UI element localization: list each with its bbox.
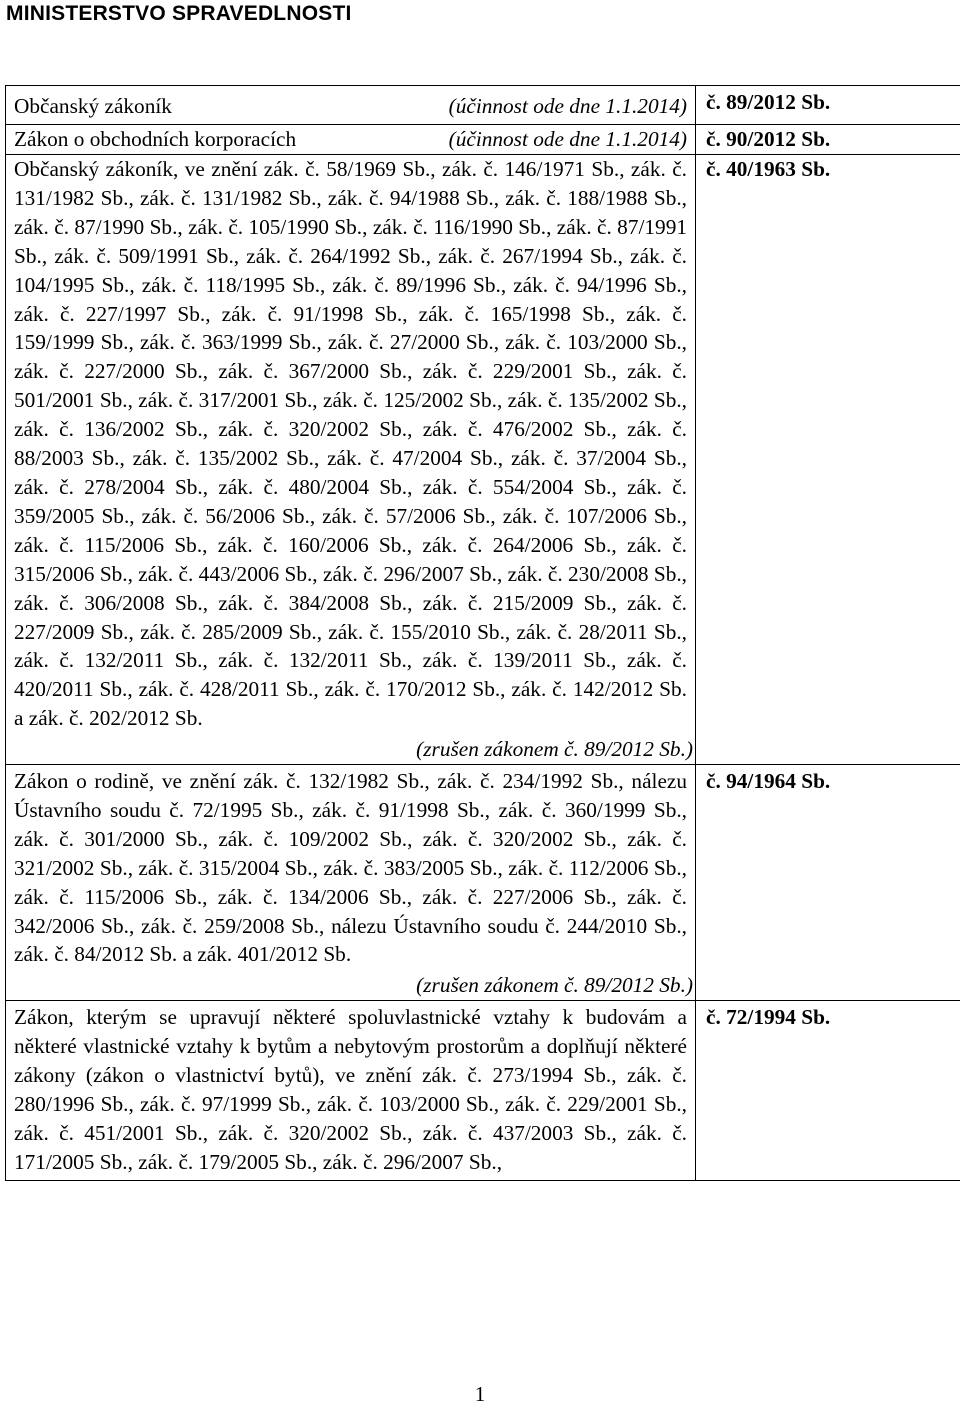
table-row <box>6 155 960 765</box>
law-title: Občanský zákoník <box>14 94 172 118</box>
law-reference: č. 90/2012 Sb. <box>706 127 831 151</box>
effective-date: (účinnost ode dne 1.1.2014) <box>448 127 687 151</box>
law-description-cell <box>6 125 696 155</box>
table-row <box>6 765 960 1001</box>
law-text: Zákon o rodině, ve znění zák. č. 132/1982 Sb., zák. č. 234/1992 Sb., nálezu Ústavního soudu č. 72/1995 Sb., zák. č. 91/1998 Sb., zák. č. 360/1999 Sb., zák. č. 301/2000 Sb., zák. č. 109/2002 Sb., zák. č. 320/2002 Sb., zák. č. 321/2002 Sb., zák. č. 315/2004 Sb., zák. č. 383/2005 Sb., zák. č. 112/2006 Sb., zák. č. 115/2006 Sb., zák. č. 134/2006 Sb., zák. č. 227/2006 Sb., zák. č. 342/2006 Sb., zák. č. 259/2008 Sb., nálezu Ústavního soudu č. 244/2010 Sb., zák. č. 84/2012 Sb. a zák. 401/2012 Sb. <box>14 769 687 967</box>
law-reference: č. 72/1994 Sb. <box>706 1005 831 1030</box>
law-text: Zákon, kterým se upravují některé spoluvlastnické vztahy k budovám a některé vlastnické vztahy k bytům a nebytovým prostorům a doplňují některé zákony (zákon o vlastnictví bytů), ve znění zák. č. 273/1994 Sb., zák. č. 280/1996 Sb., zák. č. 97/1999 Sb., zák. č. 103/2000 Sb., zák. č. 229/2001 Sb., zák. č. 451/2001 Sb., zák. č. 320/2002 Sb., zák. č. 437/2003 Sb., zák. č. 171/2005 Sb., zák. č. 179/2005 Sb., zák. č. 296/2007 Sb., <box>14 1005 687 1174</box>
law-description-cell <box>6 155 696 765</box>
effective-date: (účinnost ode dne 1.1.2014) <box>448 94 687 118</box>
table-row <box>6 125 960 155</box>
page-number: 1 <box>474 1382 486 1406</box>
repeal-note: (zrušen zákonem č. 89/2012 Sb.) <box>416 737 693 762</box>
law-reference: č. 94/1964 Sb. <box>706 769 831 794</box>
law-reference-cell <box>696 155 960 765</box>
law-text: Občanský zákoník, ve znění zák. č. 58/1969 Sb., zák. č. 146/1971 Sb., zák. č. 131/1982 Sb., zák. č. 131/1982 Sb., zák. č. 94/1988 Sb., zák. č. 188/1988 Sb., zák. č. 87/1990 Sb., zák. č. 105/1990 Sb., zák. č. 116/1990 Sb., zák. č. 87/1991 Sb., zák. č. 509/1991 Sb., zák. č. 264/1992 Sb., zák. č. 267/1994 Sb., zák. č. 104/1995 Sb., zák. č. 118/1995 Sb., zák. č. 89/1996 Sb., zák. č. 94/1996 Sb., zák. č. 227/1997 Sb., zák. č. 91/1998 Sb., zák. č. 165/1998 Sb., zák. č. 159/1999 Sb., zák. č. 363/1999 Sb., zák. č. 27/2000 Sb., zák. č. 103/2000 Sb., zák. č. 227/2000 Sb., zák. č. 367/2000 Sb., zák. č. 229/2001 Sb., zák. č. 501/2001 Sb., zák. č. 317/2001 Sb., zák. č. 125/2002 Sb., zák. č. 135/2002 Sb., zák. č. 136/2002 Sb., zák. č. 320/2002 Sb., zák. č. 476/2002 Sb., zák. č. 88/2003 Sb., zák. č. 135/2002 Sb., zák. č. 47/2004 Sb., zák. č. 37/2004 Sb., zák. č. 278/2004 Sb., zák. č. 480/2004 Sb., zák. č. 554/2004 Sb., zák. č. 359/2005 Sb., zák. č. 56/2006 Sb., zák. č. 57/2006 Sb., zák. č. 107/2006 Sb., zák. č. 115/2006 Sb., zák. č. 160/2006 Sb., zák. č. 264/2006 Sb., zák. č. 315/2006 Sb., zák. č. 443/2006 Sb., zák. č. 296/2007 Sb., zák. č. 230/2008 Sb., zák. č. 306/2008 Sb., zák. č. 384/2008 Sb., zák. č. 215/2009 Sb., zák. č. 227/2009 Sb., zák. č. 285/2009 Sb., zák. č. 155/2010 Sb., zák. č. 28/2011 Sb., zák. č. 132/2011 Sb., zák. č. 132/2011 Sb., zák. č. 139/2011 Sb., zák. č. 420/2011 Sb., zák. č. 428/2011 Sb., zák. č. 170/2012 Sb., zák. č. 142/2012 Sb. a zák. č. 202/2012 Sb. <box>14 157 687 731</box>
law-reference-cell <box>696 765 960 1001</box>
law-reference-cell <box>696 1001 960 1180</box>
law-reference-cell <box>696 86 960 125</box>
law-description-cell <box>6 1001 696 1180</box>
page-heading: MINISTERSTVO SPRAVEDLNOSTI <box>6 2 352 25</box>
law-reference: č. 40/1963 Sb. <box>706 157 831 181</box>
table-row <box>6 1001 960 1180</box>
law-description-cell <box>6 86 696 125</box>
repeal-note: (zrušen zákonem č. 89/2012 Sb.) <box>416 973 693 998</box>
law-reference: č. 89/2012 Sb. <box>706 90 831 114</box>
laws-table <box>5 85 960 1181</box>
law-reference-cell <box>696 125 960 155</box>
law-description-cell <box>6 765 696 1001</box>
table-row <box>6 86 960 125</box>
law-title: Zákon o obchodních korporacích <box>14 127 297 151</box>
